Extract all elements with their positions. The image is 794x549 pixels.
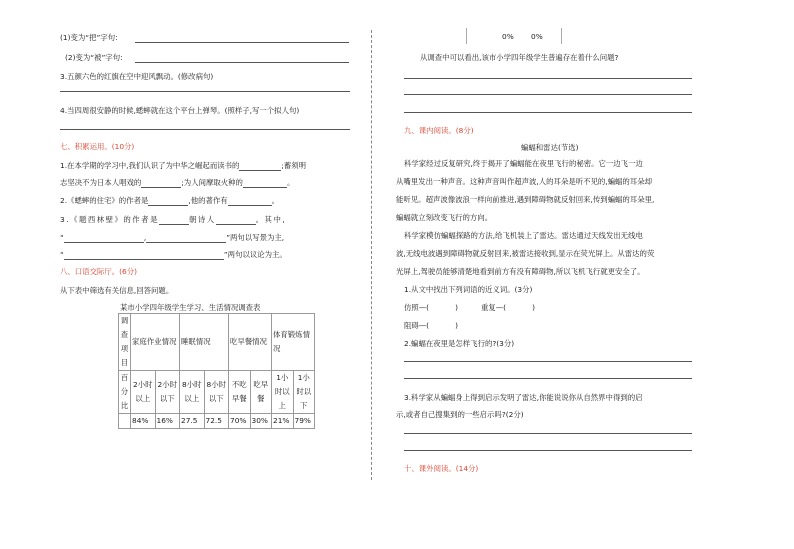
s7-3-text-b: 朝诗人	[188, 215, 216, 224]
table-cell-category: 不吃早餐	[229, 371, 251, 414]
question-bei-sentence: (2)变为“被”字句:	[65, 53, 123, 62]
s7-2-text-b: ,他的著作有	[188, 196, 228, 205]
section-9-heading: 九、课内阅读。(8分)	[404, 126, 474, 135]
reading-question-1: 1.从文中找出下列词语的近义词。(3分)	[404, 285, 533, 294]
s7-1-text-e: 。	[286, 178, 295, 187]
blank[interactable]	[143, 233, 226, 243]
survey-question: 从调查中可以看出,该市小学四年级学生普遍存在着什么问题?	[420, 53, 619, 62]
table-cell-value: 27.5	[180, 414, 205, 429]
blank[interactable]	[148, 197, 188, 206]
table-cell-value: 0%	[531, 32, 543, 41]
question-ba-sentence: (1)变为“把”字句:	[60, 33, 118, 42]
question-3-fix-sentence: 3.五颜六色的红旗在空中迎风飘动。(修改病句)	[60, 72, 214, 81]
table-header-exercise: 体育锻炼情况	[272, 314, 315, 371]
table-continuation-top	[466, 28, 562, 44]
s7-2-text-c: 。	[271, 196, 280, 205]
survey-table-title: 某市小学四年级学生学习、生活情况调查表	[120, 303, 261, 312]
section-7-heading: 七、积累运用。(10分)	[60, 142, 135, 151]
answer-line[interactable]	[404, 361, 692, 362]
synonym-close: )	[455, 303, 458, 312]
blank[interactable]	[64, 233, 147, 243]
passage-line: 科学家经过反复研究,终于揭开了蝙蝠能在夜里飞行的秘密。它一边飞一边	[404, 159, 643, 168]
table-cell-category: 2小时以下	[155, 371, 180, 414]
s7-3-text-c: 。其中,	[255, 215, 287, 224]
passage-line: 从嘴里发出一种声音。这种声音叫作超声波,人的耳朵是听不见的,蝙蝠的耳朵却	[396, 177, 652, 186]
table-cell-value: 70%	[229, 414, 251, 429]
section-7-item-3-line-2	[60, 232, 284, 243]
answer-line[interactable]	[404, 78, 692, 79]
passage-line: 科学家模仿蝙蝠探路的方法,给飞机装上了雷达。雷达通过天线发出无线电	[404, 231, 643, 240]
s7-3-text-e: ,	[143, 233, 147, 242]
answer-line[interactable]	[404, 450, 692, 451]
section-7-item-3-line-3	[60, 249, 287, 260]
reading-question-3-line-1: 3.科学家从蝙蝠身上得到启示发明了雷达,你能说说你从自然界中得到的启	[404, 393, 643, 402]
s7-3-text-d: “	[60, 233, 64, 242]
blank[interactable]	[243, 179, 287, 188]
synonym-label: 重复—(	[481, 303, 507, 312]
s7-1-text-c: 志坚决不为日本人唱戏的	[60, 178, 142, 187]
synonym-item-3	[404, 320, 458, 331]
passage-line: 能听见。超声波像波浪一样向前推进,遇到障碍物就反射回来,传到蝙蝠的耳朵里,	[396, 195, 655, 204]
s7-3-text-f: ”两句以写景为主,	[226, 233, 285, 242]
answer-line[interactable]	[404, 112, 692, 113]
s7-3-text-h: ”两句以议论为主。	[223, 250, 287, 259]
s7-3-text-a: 3.《题西林壁》的作者是	[60, 215, 159, 224]
page-fold-divider	[371, 30, 372, 480]
answer-line-bei[interactable]	[135, 62, 349, 63]
section-10-heading: 十、课外阅读。(14分)	[404, 464, 479, 473]
reading-question-2: 2.蝙蝠在夜里是怎样飞行的?(3分)	[404, 339, 515, 348]
table-cell-category: 吃早餐	[250, 371, 272, 414]
table-cell-category: 8小时以下	[204, 371, 229, 414]
blank[interactable]	[141, 179, 181, 188]
passage-line: 蝙蝠就立刻改变飞行的方向。	[396, 213, 493, 222]
table-cell-category: 8小时以上	[180, 371, 205, 414]
section-7-item-3-line-1	[60, 214, 286, 225]
table-cell-value: 30%	[250, 414, 272, 429]
answer-line[interactable]	[404, 94, 692, 95]
blank[interactable]	[64, 251, 224, 260]
table-header-homework: 家庭作业情况	[131, 314, 180, 371]
table-header-survey: 调查项目	[119, 314, 131, 371]
table-cell-value: 84%	[131, 414, 156, 429]
blank[interactable]	[159, 216, 189, 225]
answer-line-q4[interactable]	[60, 129, 350, 130]
s7-1-text-a: 1.在本学期的学习中,我们认识了为中华之崛起而读书的	[60, 161, 240, 170]
passage-line: 波,无线电波遇到障碍物就反射回来,被雷达接收到,显示在荧光屏上。从雷达的荧	[396, 249, 655, 258]
synonym-item-1	[404, 302, 458, 313]
reading-question-3-line-2: 示,或者自己搜集到的一些启示吗?(2分)	[396, 410, 524, 419]
table-cell-value: 21%	[272, 414, 294, 429]
section-7-item-1-line-2	[60, 177, 294, 188]
survey-table	[118, 313, 315, 429]
s7-1-text-b: ;蓄须明	[281, 161, 307, 170]
synonym-close: )	[455, 321, 458, 330]
table-header-percentage: 百分比	[119, 371, 131, 414]
section-7-item-2	[60, 195, 279, 206]
answer-line[interactable]	[404, 378, 692, 379]
table-header-breakfast: 吃早餐情况	[229, 314, 272, 371]
section-7-item-1-line-1	[60, 160, 306, 171]
section-8-instructions: 从下表中筛选有关信息,回答问题。	[60, 286, 174, 295]
synonym-item-2	[481, 302, 535, 313]
table-cell-value: 0%	[502, 32, 514, 41]
blank[interactable]	[239, 162, 281, 171]
passage-line: 光屏上,驾驶员能够清楚地看到前方有没有障碍物,所以飞机飞行就更安全了。	[396, 267, 645, 276]
answer-line-q3[interactable]	[60, 91, 350, 92]
synonym-label: 阻碍—(	[404, 321, 430, 330]
s7-2-text-a: 2.《蟋蟀的住宅》的作者是	[60, 196, 149, 205]
table-cell-category: 1小时以上	[272, 371, 294, 414]
table-cell-category: 1小时以下	[293, 371, 315, 414]
blank[interactable]	[216, 216, 256, 225]
table-header-sleep: 睡眠情况	[180, 314, 229, 371]
blank[interactable]	[228, 197, 272, 206]
table-cell-value: 79%	[293, 414, 315, 429]
answer-line[interactable]	[404, 433, 692, 434]
answer-line-ba[interactable]	[135, 42, 349, 43]
question-4-personification: 4.当四周很安静的时候,蟋蟀就在这个平台上弹琴。(照样子,写一个拟人句)	[60, 106, 300, 115]
s7-1-text-d: ;为人间摩取火种的	[181, 178, 243, 187]
table-cell-value: 16%	[155, 414, 180, 429]
table-cell-value: 72.5	[204, 414, 229, 429]
table-cell-category: 2小时以上	[131, 371, 156, 414]
synonym-close: )	[532, 303, 535, 312]
s7-3-text-g: “	[60, 250, 64, 259]
section-8-heading: 八、口语交际厅。(6分)	[60, 267, 137, 276]
passage-title: 蝙蝠和雷达(节选)	[521, 143, 579, 152]
synonym-label: 仿照—(	[404, 303, 430, 312]
